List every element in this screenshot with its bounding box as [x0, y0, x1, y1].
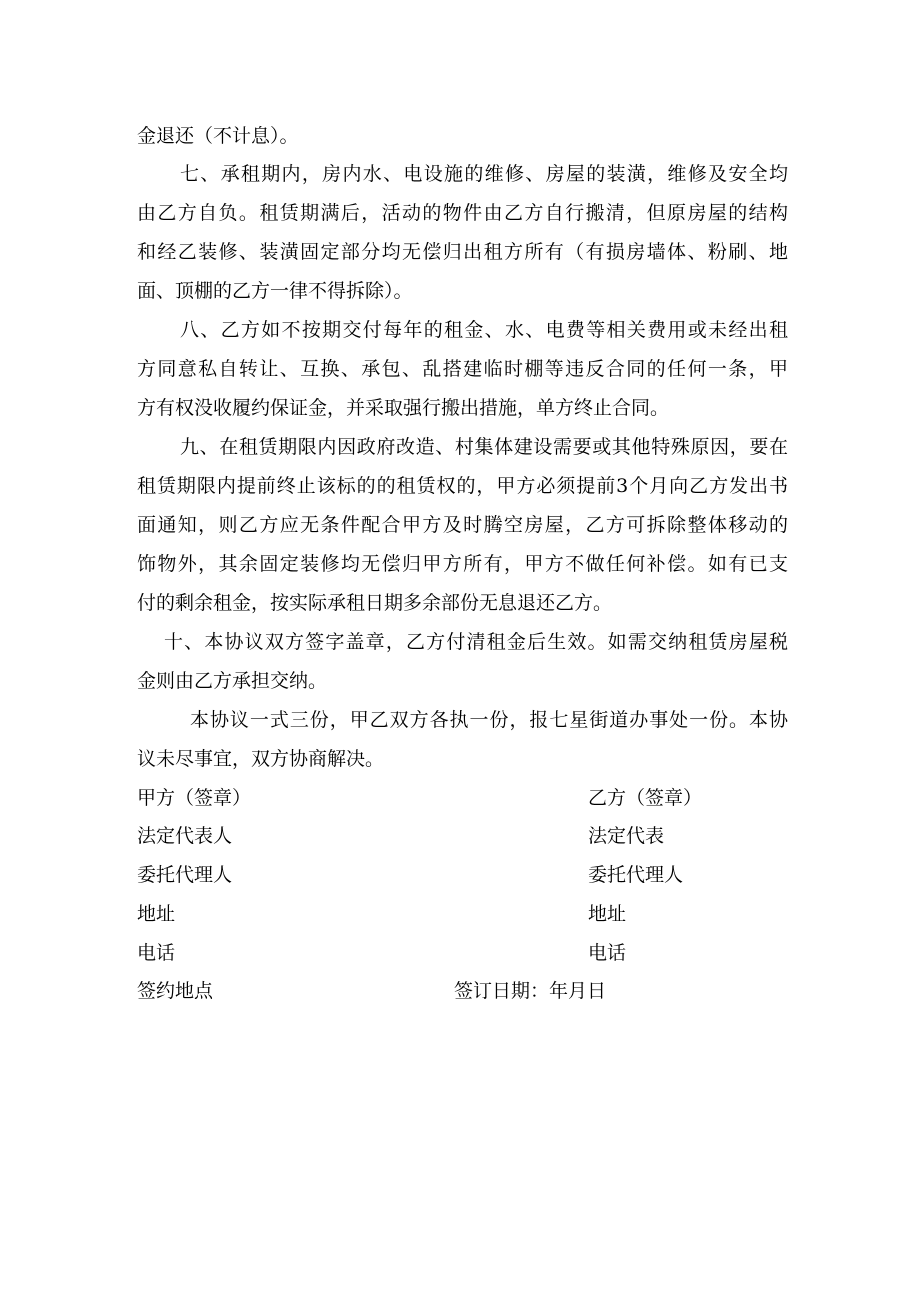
party-a-address: 地址 — [137, 903, 176, 925]
party-b-agent: 委托代理人 — [588, 864, 684, 886]
clause-7-line-3: 和经乙装修、装潢固定部分均无偿归出租方所有（有损房墙体、粉刷、地 — [137, 241, 788, 263]
clause-10-line-2: 金则由乙方承担交纳。 — [137, 670, 328, 692]
closing-line-2: 议未尽事宜，双方协商解决。 — [137, 748, 385, 770]
signing-place: 签约地点 — [137, 980, 214, 1002]
party-a-seal: 甲方（签章） — [137, 787, 252, 809]
clause-8-line-2: 方同意私自转让、互换、承包、乱搭建临时棚等违反合同的任何一条，甲 — [137, 358, 788, 380]
clause-9-line-4: 饰物外，其余固定装修均无偿归甲方所有，甲方不做任何补偿。如有已支 — [137, 553, 788, 575]
clause-9-line-3: 面通知，则乙方应无条件配合甲方及时腾空房屋，乙方可拆除整体移动的 — [137, 514, 788, 536]
clause-10-line-1: 十、本协议双方签字盖章，乙方付清租金后生效。如需交纳租赁房屋税 — [164, 631, 788, 653]
party-a-phone: 电话 — [137, 942, 176, 964]
closing-line-1: 本协议一式三份，甲乙双方各执一份，报七星街道办事处一份。本协 — [190, 709, 788, 731]
clause-9-line-2: 租赁期限内提前终止该标的的租赁权的，甲方必须提前3个月向乙方发出书 — [137, 475, 788, 497]
party-a-agent: 委托代理人 — [137, 864, 233, 886]
clause-8-line-1: 八、乙方如不按期交付每年的租金、水、电费等相关费用或未经出租 — [180, 319, 788, 341]
clause-7-line-4: 面、顶棚的乙方一律不得拆除）。 — [137, 280, 413, 302]
signing-date: 签订日期：年月日 — [454, 980, 607, 1002]
party-b-phone: 电话 — [588, 942, 627, 964]
party-b-address: 地址 — [588, 903, 627, 925]
clause-9-line-5: 付的剩余租金，按实际承租日期多余部份无息退还乙方。 — [137, 592, 613, 614]
clause-7-line-1: 七、承租期内，房内水、电设施的维修、房屋的装潢，维修及安全均 — [180, 163, 788, 185]
clause-7-line-2: 由乙方自负。租赁期满后，活动的物件由乙方自行搬清，但原房屋的结构 — [137, 202, 788, 224]
paragraph-6-line-end: 金退还（不计息）。 — [137, 125, 299, 147]
party-b-seal: 乙方（签章） — [588, 787, 703, 809]
party-b-legal-rep: 法定代表 — [588, 825, 665, 847]
clause-9-line-1: 九、在租赁期限内因政府改造、村集体建设需要或其他特殊原因，要在 — [180, 436, 788, 458]
party-a-legal-rep: 法定代表人 — [137, 825, 233, 847]
clause-8-line-3: 方有权没收履约保证金，并采取强行搬出措施，单方终止合同。 — [137, 397, 670, 419]
